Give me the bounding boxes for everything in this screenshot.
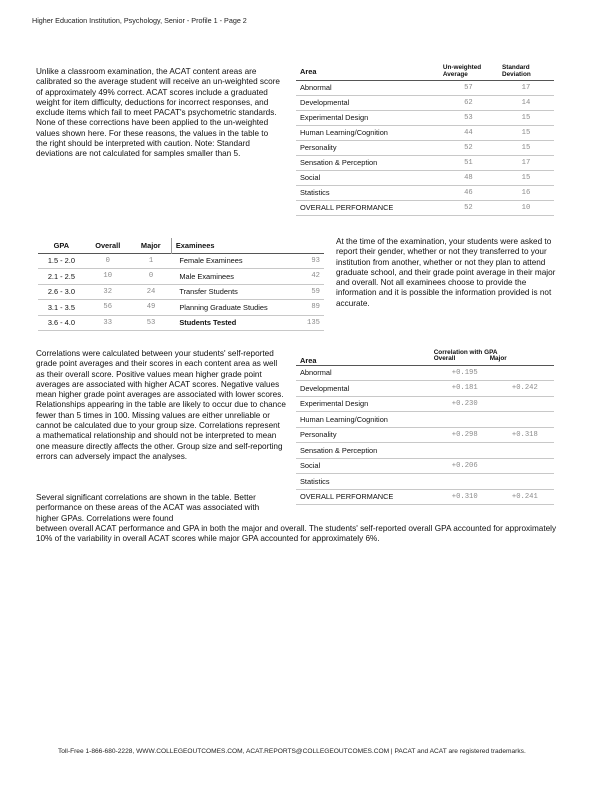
corr-col-overall: Overall — [433, 355, 456, 363]
table-row: Social 48 15 — [296, 170, 554, 185]
scores-table — [296, 64, 554, 216]
table-row: 1.5 - 2.0 0 1 Female Examinees 93 — [38, 253, 324, 269]
table-row: Social +0.206 — [296, 458, 554, 474]
page-header: Higher Education Institution, Psychology, Senior - Profile 1 - Page 2 — [32, 16, 247, 25]
gpa-examinees-table — [38, 238, 324, 331]
scores-rows — [296, 80, 554, 215]
table-row: 3.1 - 3.5 56 49 Planning Graduate Studies 89 — [38, 300, 324, 316]
table-row: Personality +0.298 +0.318 — [296, 427, 554, 443]
gender-text: At the time of the examination, your students were asked to report their gender, whether or not they transferred to your institution from another, whether or not they plan to attend graduate school, and their grade point average in their major and overall. Not all examinees choose to provide the information and it is possible the information provided is not accurate. — [336, 237, 556, 308]
correlation-rows — [296, 365, 554, 505]
scores-col-average: Un-weighted Average — [442, 64, 482, 78]
table-row: 3.6 - 4.0 33 53 Students Tested 135 — [38, 315, 324, 331]
correlation-text: Correlations were calculated between your students' self-reported grade point averages and their scores in each content area as well as their overall score. Positive values mean higher grade point averages are associated with higher ACAT scores. Negative values mean higher grade point averages are associated with lower scores. Relationships appearing in the table are likely to occur due to chance fewer than 5 times in 100. Missing values are either unreliable or cannot be calculated due to your group size. Correlations represent a mathematical relationship and should not be interpreted to mean one measure directly affects the other. Group size and self-reporting errors can adversely impact the analyses. — [36, 349, 286, 461]
corr-col-major: Major — [489, 355, 507, 363]
table-row: Experimental Design 53 15 — [296, 110, 554, 125]
intro-text: Unlike a classroom examination, the ACAT content areas are calibrated so the average student will receive an un-weighted score of approximately 49% correct. ACAT scores include a graduated weight for item difficulty, deductions for incorrect responses, and exclude items which fail to meet PACAT's psychometric standards. None of these corrections have been applied to the un-weighted values shown here. For these reasons, the values in the table to the right should be interpreted with caution. Note: Standard deviations are not calculated for samples smaller than 5. — [36, 67, 280, 159]
table-row: Statistics — [296, 474, 554, 490]
gpa-col-overall: Overall — [95, 240, 121, 250]
correlation-paragraph — [36, 349, 286, 462]
table-row: Abnormal +0.195 — [296, 365, 554, 381]
table-row: 2.6 - 3.0 32 24 Transfer Students 59 — [38, 284, 324, 300]
gpa-col-gpa: GPA — [53, 240, 70, 250]
intro-paragraph — [36, 67, 280, 160]
examinees-col: Examinees — [171, 238, 287, 253]
gender-paragraph — [336, 237, 562, 309]
table-row: Statistics 46 16 — [296, 185, 554, 200]
table-row: OVERALL PERFORMANCE +0.310 +0.241 — [296, 489, 554, 505]
table-row: Developmental +0.181 +0.242 — [296, 381, 554, 397]
table-row: Experimental Design +0.230 — [296, 396, 554, 412]
significant-paragraph-a — [36, 493, 282, 524]
page-footer: Toll-Free 1-866-680-2228, WWW.COLLEGEOUTCOMES.COM, ACAT.REPORTS@COLLEGEOUTCOMES.COM | PACAT and ACAT are registered trademarks. — [58, 748, 526, 755]
table-row: 2.1 - 2.5 10 0 Male Examinees 42 — [38, 269, 324, 285]
scores-col-deviation: Standard Deviation — [501, 64, 531, 78]
correlation-table — [296, 348, 554, 505]
table-row: Sensation & Perception 51 17 — [296, 155, 554, 170]
table-row: Human Learning/Cognition — [296, 412, 554, 428]
significant-text-a: Several significant correlations are shown in the table. Better performance on these areas of the ACAT was associated with higher GPAs. Correlations were found — [36, 493, 260, 523]
gpa-rows — [38, 253, 324, 331]
scores-col-area: Area — [300, 67, 317, 77]
gpa-col-major: Major — [140, 240, 161, 250]
corr-col-group: Correlation with GPA Overall Major — [434, 348, 554, 365]
table-row: OVERALL PERFORMANCE 52 10 — [296, 200, 554, 215]
table-row: Human Learning/Cognition 44 15 — [296, 125, 554, 140]
table-row: Sensation & Perception — [296, 443, 554, 459]
table-row: Abnormal 57 17 — [296, 80, 554, 95]
table-row: Developmental 62 14 — [296, 95, 554, 110]
corr-col-area: Area — [300, 355, 317, 365]
significant-text-b: between overall ACAT performance and GPA in both the major and overall. The students' self-reported overall GPA accounted for approximately 10% of the variability in overall ACAT scores while major GPA accounted for approximately 6%. — [36, 524, 557, 544]
table-row: Personality 52 15 — [296, 140, 554, 155]
significant-paragraph-b — [36, 524, 566, 545]
